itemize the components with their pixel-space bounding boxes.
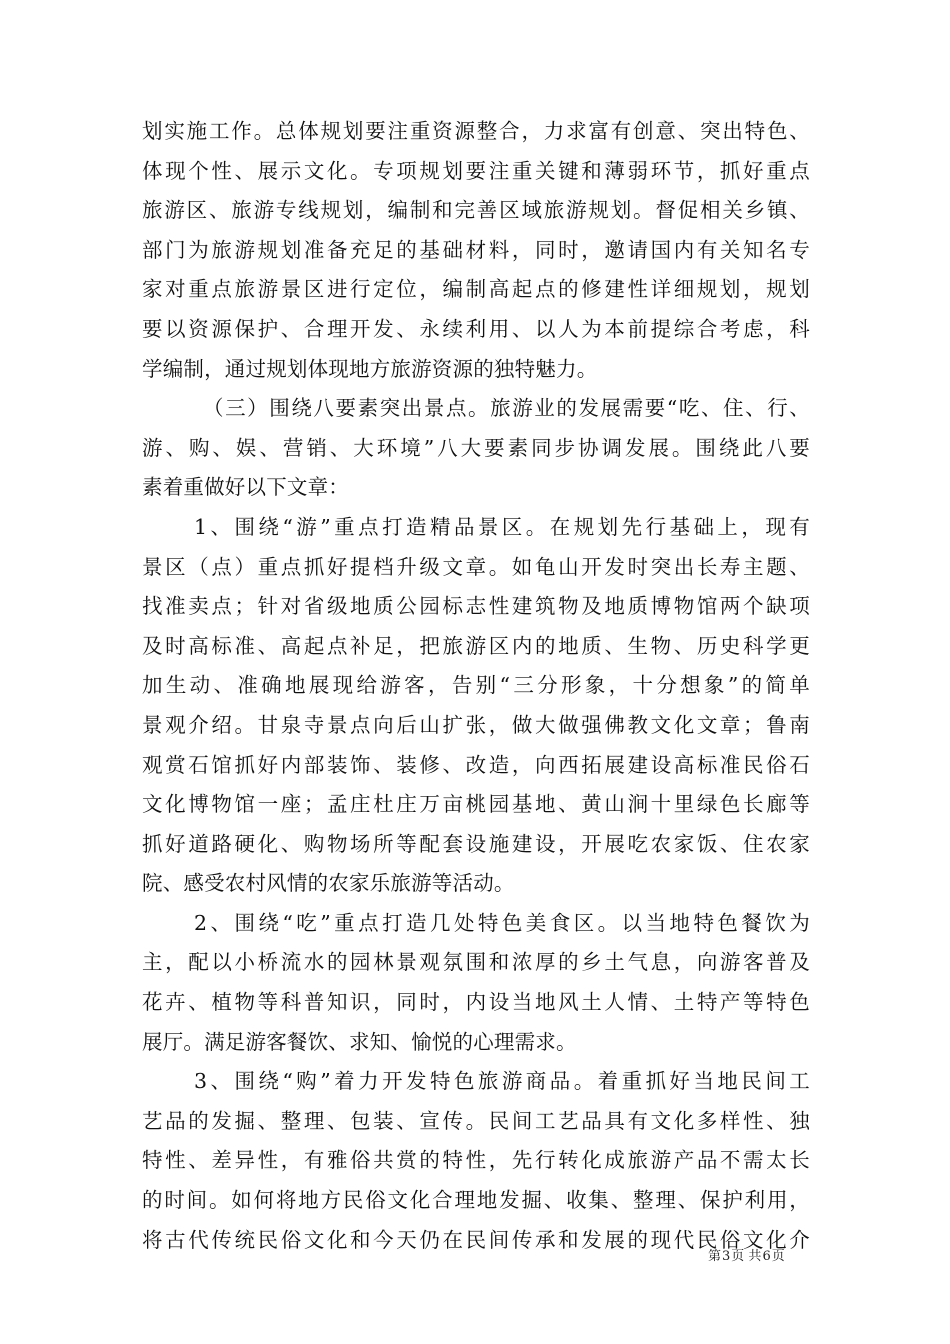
text-line: 景区（点）重点抓好提档升级文章。如龟山开发时突出长寿主题、: [142, 554, 810, 579]
text-line: 素着重做好以下文章：: [142, 475, 349, 500]
text-line: 游、购、娱、营销、大环境”八大要素同步协调发展。围绕此八要: [142, 435, 810, 460]
text-line: 要以资源保护、合理开发、永续利用、以人为本前提综合考虑，科: [142, 316, 810, 341]
text-line: 家对重点旅游景区进行定位，编制高起点的修建性详细规划，规划: [142, 277, 810, 302]
document-body: [142, 112, 810, 1260]
page-footer: [708, 1249, 785, 1265]
text-line: （三）围绕八要素突出景点。旅游业的发展需要“吃、住、行、: [203, 396, 810, 421]
total-pages-number: 6: [762, 1249, 771, 1264]
text-line: 1、围绕“游”重点打造精品景区。在规划先行基础上，现有: [194, 514, 810, 539]
text-line: 2、围绕“吃”重点打造几处特色美食区。以当地特色餐饮为: [194, 910, 810, 935]
text-line: 学编制，通过规划体现地方旅游资源的独特魅力。: [142, 356, 598, 381]
text-line: 加生动、准确地展现给游客，告别“三分形象，十分想象”的简单: [142, 673, 810, 698]
text-line: 展厅。满足游客餐饮、求知、愉悦的心理需求。: [142, 1029, 577, 1054]
footer-middle: 页 共: [731, 1249, 762, 1264]
text-line: 划实施工作。总体规划要注重资源整合，力求富有创意、突出特色、: [142, 119, 810, 143]
text-line: 艺品的发掘、整理、包装、宣传。民间工艺品具有文化多样性、独: [142, 1108, 810, 1133]
text-line: 主，配以小桥流水的园林景观氛围和浓厚的乡土气息，向游客普及: [142, 950, 810, 975]
text-line: 找准卖点；针对省级地质公园标志性建筑物及地质博物馆两个缺项: [142, 594, 810, 619]
text-line: 3、围绕“购”着力开发特色旅游商品。着重抓好当地民间工: [194, 1069, 810, 1094]
current-page-number: 3: [722, 1249, 731, 1264]
text-line: 特性、差异性，有雅俗共赏的特性，先行转化成旅游产品不需太长: [142, 1148, 810, 1173]
text-line: 旅游区、旅游专线规划，编制和完善区域旅游规划。督促相关乡镇、: [142, 198, 810, 223]
text-line: 观赏石馆抓好内部装饰、装修、改造，向西拓展建设高标准民俗石: [142, 752, 810, 777]
footer-prefix: 第: [708, 1249, 722, 1264]
text-line: 部门为旅游规划准备充足的基础材料，同时，邀请国内有关知名专: [142, 237, 810, 262]
text-line: 抓好道路硬化、购物场所等配套设施建设，开展吃农家饭、住农家: [142, 831, 810, 856]
text-line: 将古代传统民俗文化和今天仍在民间传承和发展的现代民俗文化介: [142, 1227, 810, 1252]
text-line: 花卉、植物等科普知识，同时，内设当地风土人情、土特产等特色: [142, 990, 810, 1015]
text-line: 的时间。如何将地方民俗文化合理地发掘、收集、整理、保护利用，: [142, 1188, 810, 1213]
text-line: 文化博物馆一座；孟庄杜庄万亩桃园基地、黄山涧十里绿色长廊等: [142, 792, 810, 817]
text-line: 景观介绍。甘泉寺景点向后山扩张，做大做强佛教文化文章；鲁南: [142, 712, 810, 737]
text-line: 院、感受农村风情的农家乐旅游等活动。: [142, 871, 515, 896]
text-line: 体现个性、展示文化。专项规划要注重关键和薄弱环节，抓好重点: [142, 158, 810, 183]
text-line: 及时高标准、高起点补足，把旅游区内的地质、生物、历史科学更: [142, 633, 810, 658]
footer-suffix: 页: [771, 1249, 785, 1264]
